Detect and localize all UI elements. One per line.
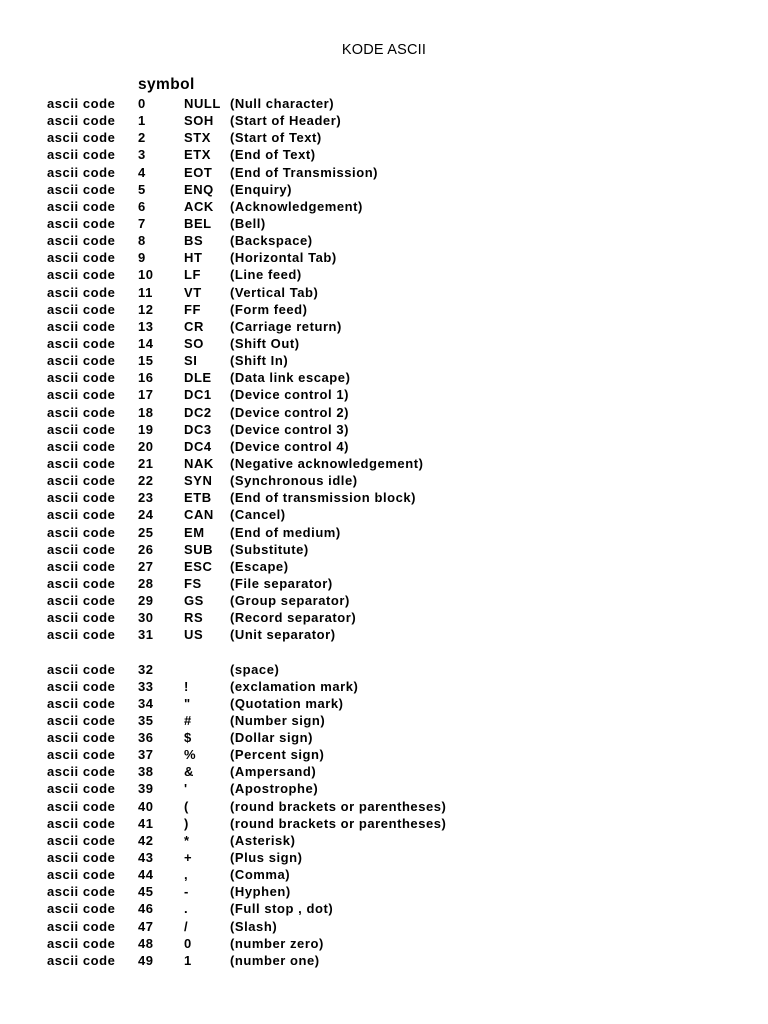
description-value: (Device control 3) — [230, 421, 349, 437]
table-row — [47, 164, 747, 181]
symbol-value: BS — [184, 233, 204, 249]
ascii-code-value: 39 — [138, 781, 154, 797]
table-row — [47, 386, 747, 403]
symbol-value: ) — [184, 815, 189, 831]
symbol-value: LF — [184, 267, 201, 283]
description-value: (Ampersand) — [230, 764, 317, 780]
ascii-code-value: 37 — [138, 747, 154, 763]
description-value: (Bell) — [230, 215, 266, 231]
ascii-code-value: 27 — [138, 558, 154, 574]
symbol-value: CAN — [184, 507, 214, 523]
ascii-code-value: 7 — [138, 215, 146, 231]
row-label: ascii code — [47, 627, 116, 643]
table-row — [47, 780, 747, 797]
ascii-code-value: 19 — [138, 421, 154, 437]
symbol-value: EM — [184, 524, 205, 540]
symbol-value: SOH — [184, 113, 214, 129]
ascii-code-value: 38 — [138, 764, 154, 780]
description-value: (space) — [230, 661, 280, 677]
description-value: (Cancel) — [230, 507, 286, 523]
description-value: (Device control 4) — [230, 438, 349, 454]
ascii-code-value: 28 — [138, 575, 154, 591]
row-label: ascii code — [47, 284, 116, 300]
row-label: ascii code — [47, 832, 116, 848]
ascii-code-value: 30 — [138, 610, 154, 626]
symbol-value: # — [184, 712, 192, 728]
ascii-code-value: 48 — [138, 935, 154, 951]
row-label: ascii code — [47, 164, 116, 180]
description-value: (Device control 1) — [230, 387, 349, 403]
row-label: ascii code — [47, 507, 116, 523]
description-value: (Null character) — [230, 96, 335, 111]
description-value: (Group separator) — [230, 593, 350, 609]
row-label: ascii code — [47, 473, 116, 489]
table-row — [47, 900, 747, 917]
table-row — [47, 404, 747, 421]
row-label: ascii code — [47, 678, 116, 694]
description-value: (Asterisk) — [230, 832, 296, 848]
table-row — [47, 146, 747, 163]
row-label: ascii code — [47, 387, 116, 403]
table-row — [47, 695, 747, 712]
symbol-value: + — [184, 850, 193, 866]
row-label: ascii code — [47, 113, 116, 129]
symbol-value: NULL — [184, 96, 221, 111]
ascii-code-value: 20 — [138, 438, 154, 454]
symbol-value: HT — [184, 250, 203, 266]
ascii-code-value: 45 — [138, 884, 154, 900]
row-label: ascii code — [47, 96, 116, 111]
description-value: (round brackets or parentheses) — [230, 815, 447, 831]
description-value: (number zero) — [230, 935, 324, 951]
row-label: ascii code — [47, 404, 116, 420]
table-row — [47, 524, 747, 541]
symbol-value: 1 — [184, 952, 192, 968]
ascii-code-value: 8 — [138, 233, 146, 249]
ascii-code-value: 1 — [138, 113, 146, 129]
description-value: (Shift Out) — [230, 335, 300, 351]
row-label: ascii code — [47, 215, 116, 231]
ascii-code-value: 12 — [138, 301, 154, 317]
symbol-value: NAK — [184, 455, 214, 471]
symbol-value: RS — [184, 610, 204, 626]
ascii-code-value: 17 — [138, 387, 154, 403]
ascii-code-value: 13 — [138, 318, 154, 334]
row-label: ascii code — [47, 695, 116, 711]
description-value: (Shift In) — [230, 353, 289, 369]
description-value: (Data link escape) — [230, 370, 351, 386]
table-row — [47, 506, 747, 523]
description-value: (Apostrophe) — [230, 781, 319, 797]
symbol-value: DC3 — [184, 421, 212, 437]
ascii-code-value: 4 — [138, 164, 146, 180]
description-value: (Quotation mark) — [230, 695, 344, 711]
row-label: ascii code — [47, 353, 116, 369]
symbol-value — [184, 661, 230, 678]
description-value: (Dollar sign) — [230, 730, 313, 746]
description-value: (Start of Text) — [230, 130, 322, 146]
row-label: ascii code — [47, 318, 116, 334]
symbol-value: / — [184, 918, 189, 934]
description-value: (Backspace) — [230, 233, 313, 249]
table-row — [47, 866, 747, 883]
row-label: ascii code — [47, 712, 116, 728]
ascii-code-value: 0 — [138, 96, 146, 111]
description-value: (Slash) — [230, 918, 278, 934]
row-label: ascii code — [47, 764, 116, 780]
row-label: ascii code — [47, 147, 116, 163]
table-row — [47, 763, 747, 780]
row-label: ascii code — [47, 335, 116, 351]
symbol-value: ENQ — [184, 181, 214, 197]
symbol-value: $ — [184, 730, 192, 746]
row-label: ascii code — [47, 610, 116, 626]
table-row — [47, 678, 747, 695]
symbol-value: FS — [184, 575, 202, 591]
description-value: (Enquiry) — [230, 181, 293, 197]
description-value: (Carriage return) — [230, 318, 342, 334]
ascii-code-value: 46 — [138, 901, 154, 917]
symbol-value: ' — [184, 781, 188, 797]
description-value: (End of Text) — [230, 147, 316, 163]
ascii-code-value: 9 — [138, 250, 146, 266]
description-value: (Number sign) — [230, 712, 326, 728]
symbol-value: US — [184, 627, 204, 643]
row-label: ascii code — [47, 884, 116, 900]
ascii-code-value: 11 — [138, 284, 153, 300]
symbol-value: 0 — [184, 935, 192, 951]
ascii-code-value: 5 — [138, 181, 146, 197]
description-value: (End of Transmission) — [230, 164, 379, 180]
symbol-value: ACK — [184, 198, 214, 214]
description-value: (End of transmission block) — [230, 490, 417, 506]
symbol-value: . — [184, 901, 189, 917]
row-label: ascii code — [47, 267, 116, 283]
ascii-code-value: 44 — [138, 867, 154, 883]
description-value: (Synchronous idle) — [230, 473, 358, 489]
ascii-code-value: 36 — [138, 730, 154, 746]
row-label: ascii code — [47, 524, 116, 540]
row-label: ascii code — [47, 918, 116, 934]
ascii-code-value: 33 — [138, 678, 154, 694]
symbol-value: ( — [184, 798, 189, 814]
row-label: ascii code — [47, 198, 116, 214]
description-value: (Hyphen) — [230, 884, 291, 900]
table-row — [47, 832, 747, 849]
description-value: (Negative acknowledgement) — [230, 455, 424, 471]
description-value: (File separator) — [230, 575, 333, 591]
table-row — [47, 198, 747, 215]
symbol-value: CR — [184, 318, 204, 334]
ascii-code-value: 32 — [138, 661, 154, 677]
row-label: ascii code — [47, 798, 116, 814]
symbol-value: DLE — [184, 370, 212, 386]
ascii-code-value: 41 — [138, 815, 154, 831]
ascii-code-value: 34 — [138, 695, 154, 711]
ascii-code-value: 2 — [138, 130, 146, 146]
table-row — [47, 455, 747, 472]
symbol-value: VT — [184, 284, 202, 300]
table-row — [47, 609, 747, 626]
table-row — [47, 729, 747, 746]
row-label: ascii code — [47, 867, 116, 883]
description-value: (Line feed) — [230, 267, 302, 283]
row-label: ascii code — [47, 901, 116, 917]
table-row — [47, 661, 747, 678]
ascii-code-value: 23 — [138, 490, 154, 506]
row-label: ascii code — [47, 815, 116, 831]
symbol-value: & — [184, 764, 194, 780]
printable-characters-group — [47, 661, 747, 970]
row-label: ascii code — [47, 421, 116, 437]
table-row — [47, 129, 747, 146]
ascii-code-value: 47 — [138, 918, 154, 934]
table-row — [47, 815, 747, 832]
group-spacer — [47, 644, 747, 661]
ascii-table — [47, 95, 747, 969]
ascii-code-value: 29 — [138, 593, 154, 609]
table-row — [47, 558, 747, 575]
table-row — [47, 421, 747, 438]
description-value: (Full stop , dot) — [230, 901, 334, 917]
row-label: ascii code — [47, 935, 116, 951]
table-row — [47, 952, 747, 969]
row-label: ascii code — [47, 438, 116, 454]
description-value: (End of medium) — [230, 524, 341, 540]
table-row — [47, 318, 747, 335]
ascii-code-value: 6 — [138, 198, 146, 214]
symbol-value: SYN — [184, 473, 213, 489]
description-value: (Escape) — [230, 558, 289, 574]
symbol-value: GS — [184, 593, 204, 609]
row-label: ascii code — [47, 593, 116, 609]
ascii-code-value: 42 — [138, 832, 154, 848]
symbol-value: FF — [184, 301, 201, 317]
ascii-code-value: 16 — [138, 370, 154, 386]
table-row — [47, 592, 747, 609]
ascii-code-value: 15 — [138, 353, 154, 369]
table-row — [47, 301, 747, 318]
symbol-value: DC4 — [184, 438, 212, 454]
row-label: ascii code — [47, 250, 116, 266]
symbol-value: DC1 — [184, 387, 212, 403]
table-row — [47, 249, 747, 266]
ascii-code-value: 49 — [138, 952, 154, 968]
table-row — [47, 232, 747, 249]
ascii-code-value: 25 — [138, 524, 154, 540]
symbol-value: SI — [184, 353, 198, 369]
symbol-value: , — [184, 867, 189, 883]
page-title: KODE ASCII — [341, 42, 427, 58]
symbol-value: DC2 — [184, 404, 212, 420]
description-value: (Device control 2) — [230, 404, 349, 420]
description-value: (Unit separator) — [230, 627, 336, 643]
symbol-value: SUB — [184, 541, 214, 557]
table-row — [47, 181, 747, 198]
table-row — [47, 918, 747, 935]
ascii-code-value: 14 — [138, 335, 154, 351]
row-label: ascii code — [47, 850, 116, 866]
row-label: ascii code — [47, 455, 116, 471]
symbol-value: STX — [184, 130, 211, 146]
ascii-code-value: 24 — [138, 507, 154, 523]
symbol-value: - — [184, 884, 189, 900]
symbol-column-header: symbol — [138, 76, 195, 93]
symbol-value: % — [184, 747, 197, 763]
symbol-value: ESC — [184, 558, 213, 574]
table-row — [47, 95, 747, 112]
description-value: (exclamation mark) — [230, 678, 359, 694]
table-row — [47, 849, 747, 866]
row-label: ascii code — [47, 370, 116, 386]
ascii-code-value: 35 — [138, 712, 154, 728]
control-characters-group — [47, 95, 747, 644]
table-row — [47, 489, 747, 506]
table-row — [47, 883, 747, 900]
description-value: (Horizontal Tab) — [230, 250, 337, 266]
symbol-value: ! — [184, 678, 189, 694]
description-value: (Start of Header) — [230, 113, 342, 129]
table-row — [47, 712, 747, 729]
table-row — [47, 284, 747, 301]
row-label: ascii code — [47, 301, 116, 317]
row-label: ascii code — [47, 130, 116, 146]
ascii-code-value: 26 — [138, 541, 154, 557]
description-value: (Comma) — [230, 867, 291, 883]
row-label: ascii code — [47, 181, 116, 197]
description-value: (Plus sign) — [230, 850, 303, 866]
table-row — [47, 541, 747, 558]
row-label: ascii code — [47, 952, 116, 968]
table-row — [47, 472, 747, 489]
ascii-code-value: 40 — [138, 798, 154, 814]
ascii-code-value: 21 — [138, 455, 154, 471]
ascii-code-value: 31 — [138, 627, 154, 643]
row-label: ascii code — [47, 490, 116, 506]
row-label: ascii code — [47, 747, 116, 763]
symbol-value: BEL — [184, 215, 212, 231]
table-row — [47, 112, 747, 129]
table-row — [47, 215, 747, 232]
ascii-code-value: 43 — [138, 850, 154, 866]
table-row — [47, 266, 747, 283]
description-value: (number one) — [230, 952, 320, 968]
row-label: ascii code — [47, 661, 116, 677]
row-label: ascii code — [47, 541, 116, 557]
description-value: (Acknowledgement) — [230, 198, 363, 214]
table-row — [47, 369, 747, 386]
description-value: (Vertical Tab) — [230, 284, 319, 300]
description-value: (Record separator) — [230, 610, 357, 626]
symbol-value: " — [184, 695, 191, 711]
ascii-code-value: 10 — [138, 267, 154, 283]
ascii-code-value: 18 — [138, 404, 154, 420]
description-value: (Percent sign) — [230, 747, 325, 763]
symbol-value: ETX — [184, 147, 211, 163]
symbol-value: ETB — [184, 490, 212, 506]
table-row — [47, 798, 747, 815]
table-row — [47, 352, 747, 369]
ascii-code-value: 3 — [138, 147, 146, 163]
row-label: ascii code — [47, 558, 116, 574]
symbol-value: SO — [184, 335, 204, 351]
row-label: ascii code — [47, 575, 116, 591]
table-row — [47, 438, 747, 455]
symbol-value: * — [184, 832, 190, 848]
ascii-code-value: 22 — [138, 473, 154, 489]
table-row — [47, 626, 747, 643]
description-value: (Substitute) — [230, 541, 309, 557]
description-value: (round brackets or parentheses) — [230, 798, 447, 814]
table-row — [47, 935, 747, 952]
row-label: ascii code — [47, 781, 116, 797]
row-label: ascii code — [47, 730, 116, 746]
table-row — [47, 575, 747, 592]
description-value: (Form feed) — [230, 301, 308, 317]
symbol-value: EOT — [184, 164, 213, 180]
table-row — [47, 335, 747, 352]
row-label: ascii code — [47, 233, 116, 249]
table-row — [47, 746, 747, 763]
